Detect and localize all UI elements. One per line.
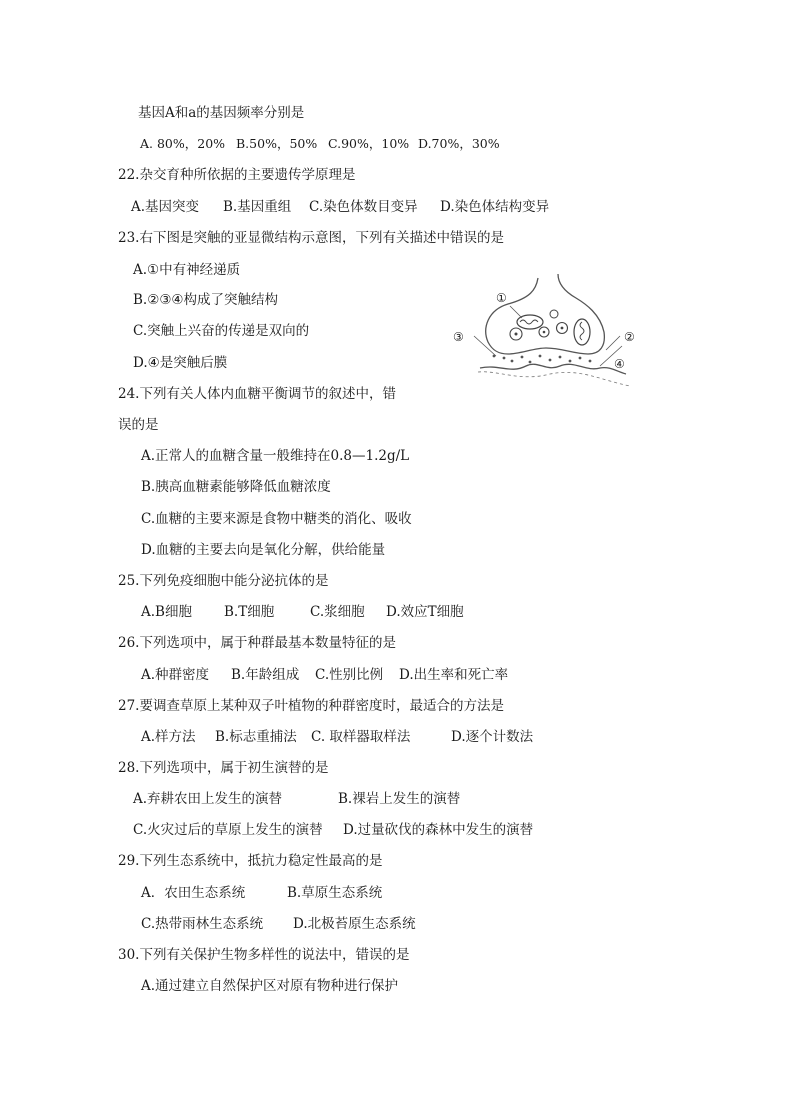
q25-option-a: A.B细胞 — [141, 604, 192, 620]
label-3: ③ — [453, 330, 464, 344]
q27-options — [141, 728, 533, 746]
q27-stem: 27.要调查草原上某种双子叶植物的种群密度时，最适合的方法是 — [118, 698, 504, 714]
q29-option-d: D.北极苔原生态系统 — [293, 916, 416, 932]
q24-stem-line2: 误的是 — [118, 417, 159, 433]
q30-option-a: A.通过建立自然保护区对原有物种进行保护 — [141, 978, 399, 994]
q23-option-b: B.②③④构成了突触结构 — [133, 292, 279, 308]
q21-option-c: C.90%，10% — [328, 136, 410, 151]
synapse-diagram — [450, 270, 640, 395]
mitochondrion-shape-2 — [574, 319, 590, 345]
q23-option-d: D.④是突触后膜 — [133, 355, 228, 371]
q23-option-a: A.①中有神经递质 — [133, 262, 241, 278]
q21-stem: 基因A和a的基因频率分别是 — [138, 105, 305, 121]
q28-option-b: B.裸岩上发生的演替 — [338, 791, 461, 807]
leader-line-3 — [474, 336, 496, 356]
q22-option-a: A.基因突变 — [131, 199, 200, 215]
q23-option-c: C.突触上兴奋的传递是双向的 — [133, 323, 310, 339]
q24-option-d: D.血糖的主要去向是氧化分解，供给能量 — [141, 542, 386, 558]
q24-stem-line1: 24.下列有关人体内血糖平衡调节的叙述中，错 — [118, 386, 396, 402]
q28-option-d: D.过量砍伐的森林中发生的演替 — [343, 822, 534, 838]
q22-option-c: C.染色体数目变异 — [309, 199, 418, 215]
q28-row1 — [133, 790, 460, 808]
q21-option-a: A. 80%，20% — [140, 136, 226, 151]
vesicle-dot — [515, 333, 518, 336]
q29-stem: 29.下列生态系统中，抵抗力稳定性最高的是 — [118, 853, 383, 869]
q28-option-a: A.弃耕农田上发生的演替 — [133, 791, 283, 807]
q26-stem: 26.下列选项中，属于种群最基本数量特征的是 — [118, 635, 396, 651]
q21-option-d: D.70%，30% — [418, 136, 500, 151]
q28-option-c: C.火灾过后的草原上发生的演替 — [133, 822, 323, 838]
q26-options — [141, 666, 508, 684]
q29-option-b: B.草原生态系统 — [287, 885, 383, 901]
q22-options — [131, 198, 549, 216]
q29-option-a: A．农田生态系统 — [141, 885, 246, 901]
label-4: ④ — [614, 357, 625, 371]
label-1: ① — [496, 291, 507, 305]
postsynaptic-membrane — [480, 364, 626, 374]
synaptic-vesicle — [550, 310, 558, 318]
label-2: ② — [624, 330, 635, 344]
q29-row2 — [141, 915, 416, 933]
q26-option-a: A.种群密度 — [141, 667, 210, 683]
q21-options — [140, 135, 500, 153]
q28-stem: 28.下列选项中，属于初生演替的是 — [118, 760, 329, 776]
q27-option-c: C. 取样器取样法 — [311, 729, 411, 745]
q27-option-a: A.样方法 — [141, 729, 196, 745]
q26-option-c: C.性别比例 — [315, 667, 384, 683]
q24-option-b: B.胰高血糖素能够降低血糖浓度 — [141, 479, 331, 495]
q30-stem: 30.下列有关保护生物多样性的说法中，错误的是 — [118, 947, 410, 963]
neurotransmitter-dots — [493, 355, 592, 364]
mitochondrion-cristae — [520, 320, 538, 324]
q29-option-c: C.热带雨林生态系统 — [141, 916, 264, 932]
q25-stem: 25.下列免疫细胞中能分泌抗体的是 — [118, 573, 329, 589]
q24-option-c: C.血糖的主要来源是食物中糖类的消化、吸收 — [141, 511, 412, 527]
q27-option-d: D.逐个计数法 — [451, 729, 534, 745]
q25-option-d: D.效应T细胞 — [386, 604, 464, 620]
q21-option-b: B.50%，50% — [236, 136, 318, 151]
vesicle-dot — [561, 327, 564, 330]
q29-row1 — [141, 884, 382, 902]
q24-option-a: A.正常人的血糖含量一般维持在0.8—1.2g/L — [141, 448, 410, 464]
q26-option-d: D.出生率和死亡率 — [399, 667, 509, 683]
q25-option-c: C.浆细胞 — [310, 604, 365, 620]
postsynaptic-inner-line — [478, 372, 630, 386]
mitochondrion-cristae-2 — [580, 322, 584, 340]
leader-line-1 — [510, 306, 522, 318]
q22-option-d: D.染色体结构变异 — [440, 199, 550, 215]
q22-option-b: B.基因重组 — [223, 199, 292, 215]
q23-stem: 23.右下图是突触的亚显微结构示意图，下列有关描述中错误的是 — [118, 230, 504, 246]
q27-option-b: B.标志重捕法 — [215, 729, 297, 745]
q26-option-b: B.年龄组成 — [231, 667, 300, 683]
q22-stem: 22.杂交育种所依据的主要遗传学原理是 — [118, 167, 356, 183]
leader-line-2 — [606, 336, 620, 350]
q28-row2 — [133, 821, 533, 839]
vesicle-dot — [543, 331, 546, 334]
q25-option-b: B.T细胞 — [224, 604, 275, 620]
q25-options — [141, 603, 464, 621]
